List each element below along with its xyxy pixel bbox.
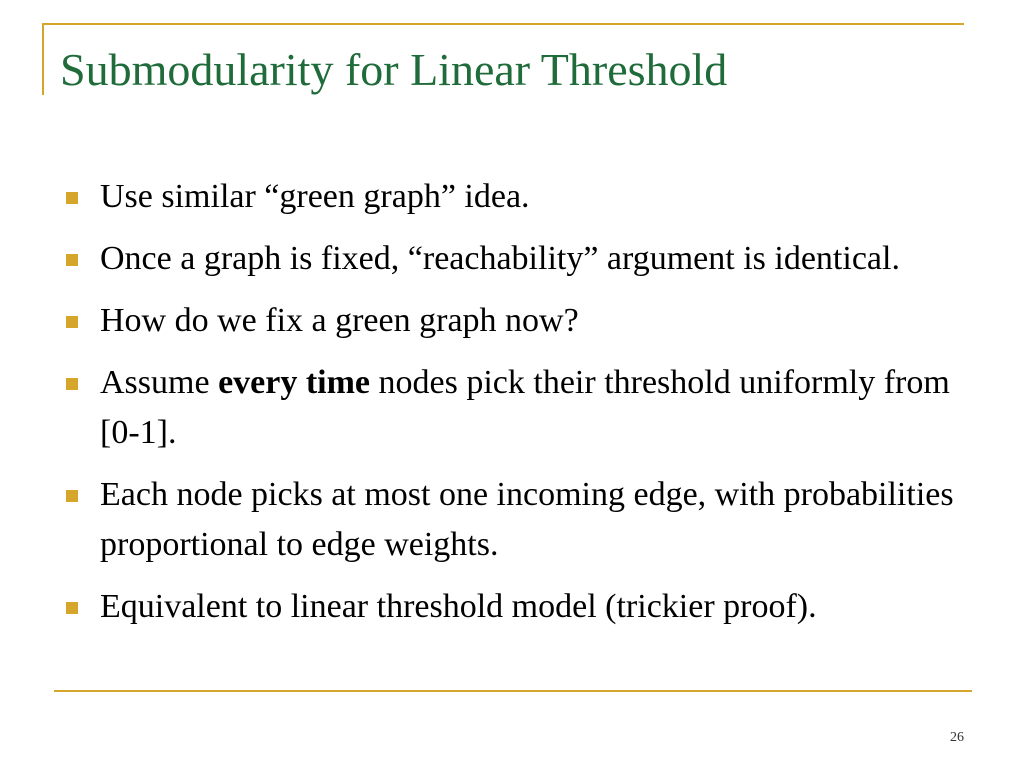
bullet-text: Each node picks at most one incoming edge, with probabilities proportional to edge weights. — [100, 476, 954, 563]
square-bullet-icon — [66, 254, 78, 266]
square-bullet-icon — [66, 378, 78, 390]
bullet-item — [62, 234, 962, 284]
square-bullet-icon — [66, 602, 78, 614]
bullet-text: How do we fix a green graph now? — [100, 302, 579, 339]
bullet-item — [62, 582, 962, 632]
left-frame-line — [42, 23, 44, 95]
page-number: 26 — [950, 730, 964, 745]
bullet-text: Equivalent to linear threshold model (trickier proof). — [100, 588, 817, 625]
bullet-item — [62, 358, 962, 458]
bullet-text: Once a graph is fixed, “reachability” argument is identical. — [100, 240, 900, 277]
square-bullet-icon — [66, 192, 78, 204]
top-frame-line — [42, 23, 964, 25]
square-bullet-icon — [66, 490, 78, 502]
square-bullet-icon — [66, 316, 78, 328]
slide-title: Submodularity for Linear Threshold — [60, 44, 728, 95]
bullet-list — [62, 172, 962, 644]
bottom-frame-line — [54, 690, 972, 692]
bullet-text-emphasis: every time — [218, 364, 371, 401]
bullet-text-after: nodes pick their threshold uniformly from [0-1]. — [100, 364, 950, 451]
bullet-text-before: Assume — [100, 364, 219, 401]
bullet-item — [62, 470, 962, 570]
bullet-item — [62, 296, 962, 346]
bullet-item — [62, 172, 962, 222]
bullet-text: Use similar “green graph” idea. — [100, 178, 530, 215]
